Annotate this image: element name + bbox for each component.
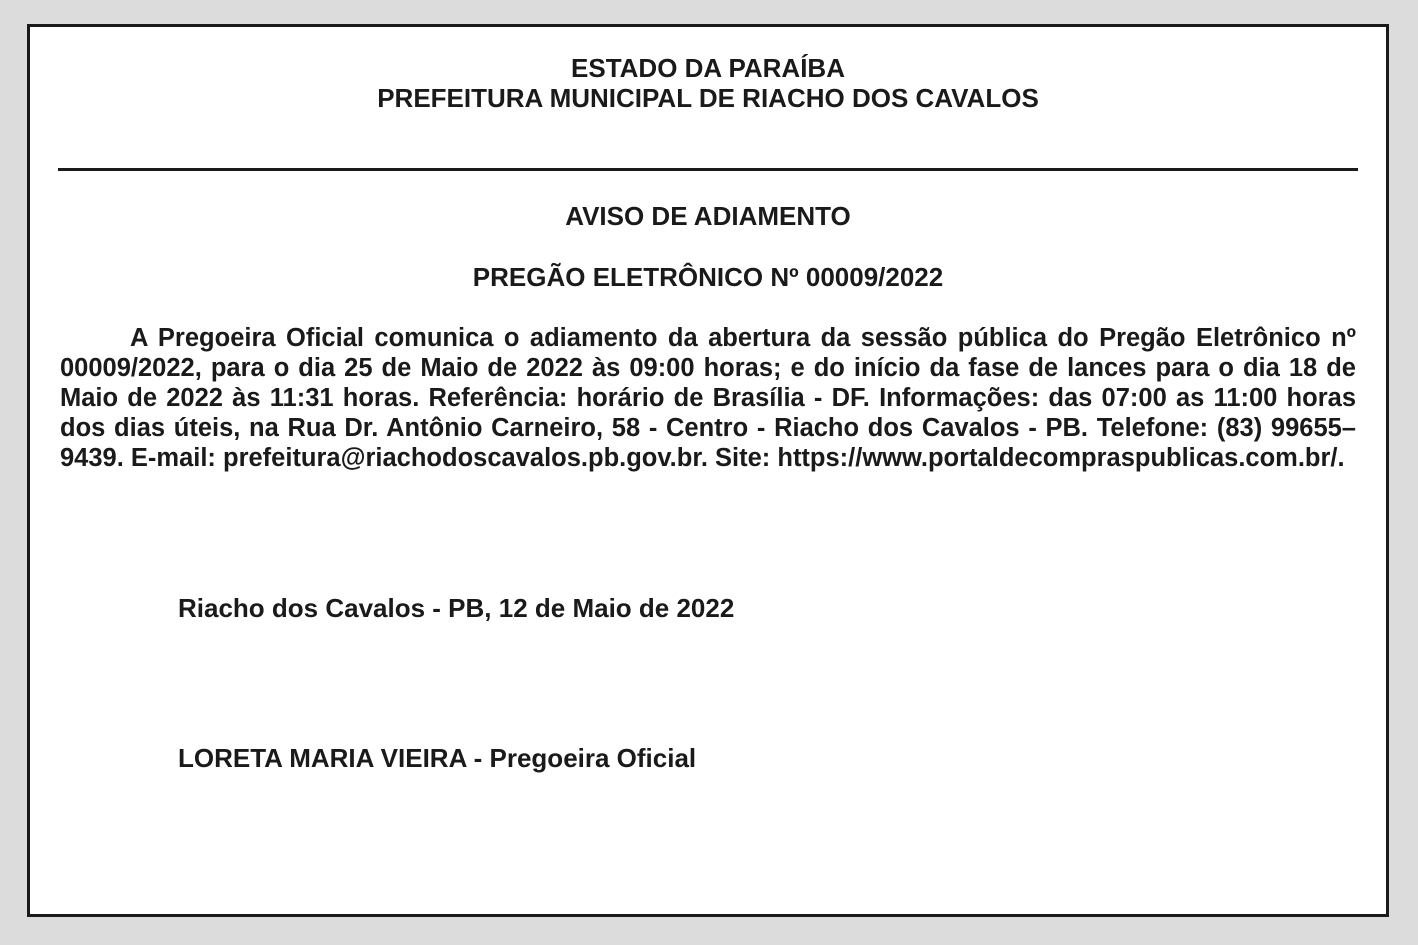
notice-subtitle: PREGÃO ELETRÔNICO Nº 00009/2022: [472, 262, 944, 292]
place-date: Riacho dos Cavalos - PB, 12 de Maio de 2022: [178, 593, 735, 623]
notice-header: [30, 53, 1386, 113]
header-divider: [58, 168, 1358, 171]
notice-box: [27, 24, 1389, 917]
signature: LORETA MARIA VIEIRA - Pregoeira Oficial: [178, 743, 697, 773]
notice-body: A Pregoeira Oficial comunica o adiamento da abertura da sessão pública do Pregão Eletrônico nº 00009/2022, para o dia 25 de Maio de 2022 às 09:00 horas; e do início da fase de lances para o dia 18 de Maio de 2022 às 11:31 horas. Referência: horário de Brasília - DF. Informações: das 07:00 as 11:00 horas dos dias úteis, na Rua Dr. Antônio Carneiro, 58 - Centro - Riacho dos Cavalos - PB. Telefone: (83) 99655–9439. E-mail: prefeitura@riachodoscavalos.pb.gov.br. Site: https://www.portaldecompraspublicas.com.br/.: [60, 324, 1356, 472]
notice-title: AVISO DE ADIAMENTO: [565, 201, 851, 231]
municipality-name: PREFEITURA MUNICIPAL DE RIACHO DOS CAVALOS: [377, 83, 1039, 113]
state-name: ESTADO DA PARAÍBA: [571, 53, 845, 83]
